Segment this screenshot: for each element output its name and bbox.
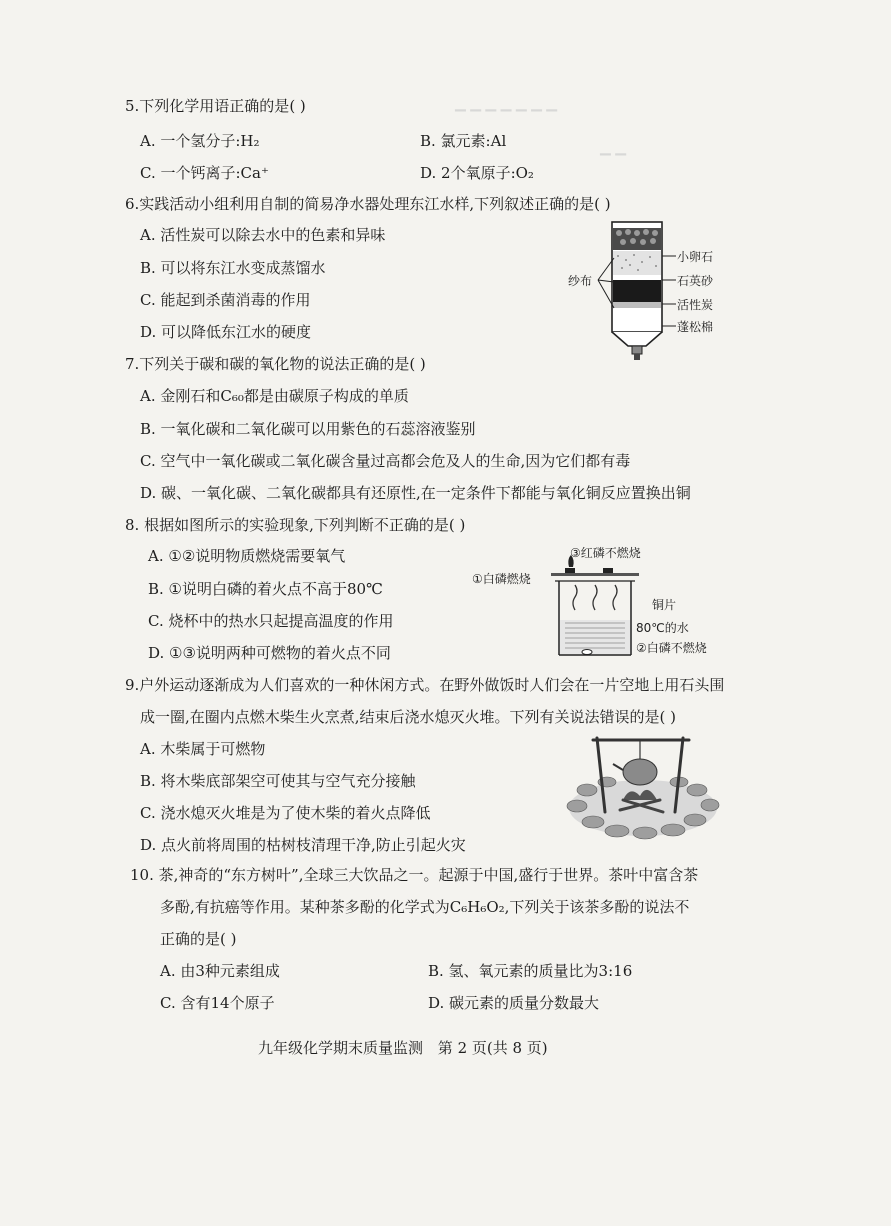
question-6-option-b: B. 可以将东江水变成蒸馏水: [140, 259, 326, 277]
question-5-option-a: A. 一个氢分子:H₂: [140, 132, 260, 150]
question-7-stem: 7.下列关于碳和碳的氧化物的说法正确的是( ): [125, 355, 426, 373]
question-8-option-a: A. ①②说明物质燃烧需要氧气: [148, 547, 346, 565]
question-10-stem-line-2: 多酚,有抗癌等作用。某种茶多酚的化学式为C₆H₆O₂,下列关于该茶多酚的说法不: [160, 898, 690, 916]
combustion-experiment-figure: [545, 555, 645, 665]
filter-label-cotton: 蓬松棉: [677, 320, 714, 334]
question-8-stem: 8. 根据如图所示的实验现象,下列判断不正确的是( ): [125, 516, 466, 534]
bleed-through-text: ▁ ▁: [600, 140, 626, 156]
filter-label-gauze: 纱布: [568, 274, 593, 288]
question-7-option-d: D. 碳、一氧化碳、二氧化碳都具有还原性,在一定条件下都能与氧化铜反应置换出铜: [140, 484, 691, 502]
page-footer: [258, 1037, 558, 1058]
question-5-option-d: D. 2个氧原子:O₂: [420, 164, 534, 182]
question-10-option-b: B. 氢、氧元素的质量比为3:16: [428, 962, 633, 980]
question-7-option-a: A. 金刚石和C₆₀都是由碳原子构成的单质: [140, 387, 409, 405]
question-9-stem-line-1: 9.户外运动逐渐成为人们喜欢的一种休闲方式。在野外做饭时人们会在一片空地上用石头围: [125, 676, 725, 694]
question-7-option-c: C. 空气中一氧化碳或二氧化碳含量过高都会危及人的生命,因为它们都有毒: [140, 452, 631, 470]
question-9-option-c: C. 浇水熄灭火堆是为了使木柴的着火点降低: [140, 804, 431, 822]
label-white-phosphorus-burning: ①白磷燃烧: [472, 572, 531, 586]
question-10-option-a: A. 由3种元素组成: [160, 962, 280, 980]
question-9-option-b: B. 将木柴底部架空可使其与空气充分接触: [140, 772, 416, 790]
label-hot-water: 80℃的水: [636, 621, 689, 635]
question-7-option-b: B. 一氧化碳和二氧化碳可以用紫色的石蕊溶液鉴别: [140, 420, 476, 438]
question-10-stem-line-3: 正确的是( ): [160, 930, 237, 948]
question-6-option-c: C. 能起到杀菌消毒的作用: [140, 291, 311, 309]
question-9-option-a: A. 木柴属于可燃物: [140, 740, 266, 758]
bleed-through-text: ▁ ▁ ▁ ▁ ▁ ▁ ▁: [455, 96, 558, 112]
question-6-stem: 6.实践活动小组利用自制的简易净水器处理东江水样,下列叙述正确的是( ): [125, 195, 611, 213]
footer-page-number: 第 2 页(共 8 页): [437, 1039, 548, 1057]
footer-exam-title: 九年级化学期末质量监测: [258, 1039, 424, 1057]
label-red-phosphorus: ③红磷不燃烧: [570, 546, 641, 560]
filter-label-pebbles: 小卵石: [677, 250, 714, 264]
question-9-stem-line-2: 成一圈,在圈内点燃木柴生火烹煮,结束后浇水熄灭火堆。下列有关说法错误的是( ): [140, 708, 677, 726]
label-white-phosphorus-not-burning: ②白磷不燃烧: [636, 641, 707, 655]
question-9-option-d: D. 点火前将周围的枯树枝清理干净,防止引起火灾: [140, 836, 466, 854]
question-6-option-d: D. 可以降低东江水的硬度: [140, 323, 312, 341]
question-5-stem: 5.下列化学用语正确的是( ): [125, 97, 306, 115]
question-10-option-d: D. 碳元素的质量分数最大: [428, 994, 600, 1012]
question-8-option-b: B. ①说明白磷的着火点不高于80℃: [148, 580, 383, 598]
filter-leader-lines: [596, 246, 681, 334]
question-5-option-c: C. 一个钙离子:Ca⁺: [140, 164, 269, 182]
campfire-figure: [565, 730, 720, 840]
filter-label-activated-carbon: 活性炭: [677, 298, 714, 312]
question-10-stem-line-1: 10. 茶,神奇的“东方树叶”,全球三大饮品之一。起源于中国,盛行于世界。茶叶中富含茶: [130, 866, 699, 884]
question-8-option-d: D. ①③说明两种可燃物的着火点不同: [148, 644, 391, 662]
label-copper-sheet: 铜片: [652, 598, 677, 612]
filter-label-quartz-sand: 石英砂: [677, 274, 714, 288]
question-5-option-b: B. 氯元素:Al: [420, 132, 507, 150]
question-8-option-c: C. 烧杯中的热水只起提高温度的作用: [148, 612, 394, 630]
question-10-option-c: C. 含有14个原子: [160, 994, 275, 1012]
question-6-option-a: A. 活性炭可以除去水中的色素和异味: [140, 226, 386, 244]
